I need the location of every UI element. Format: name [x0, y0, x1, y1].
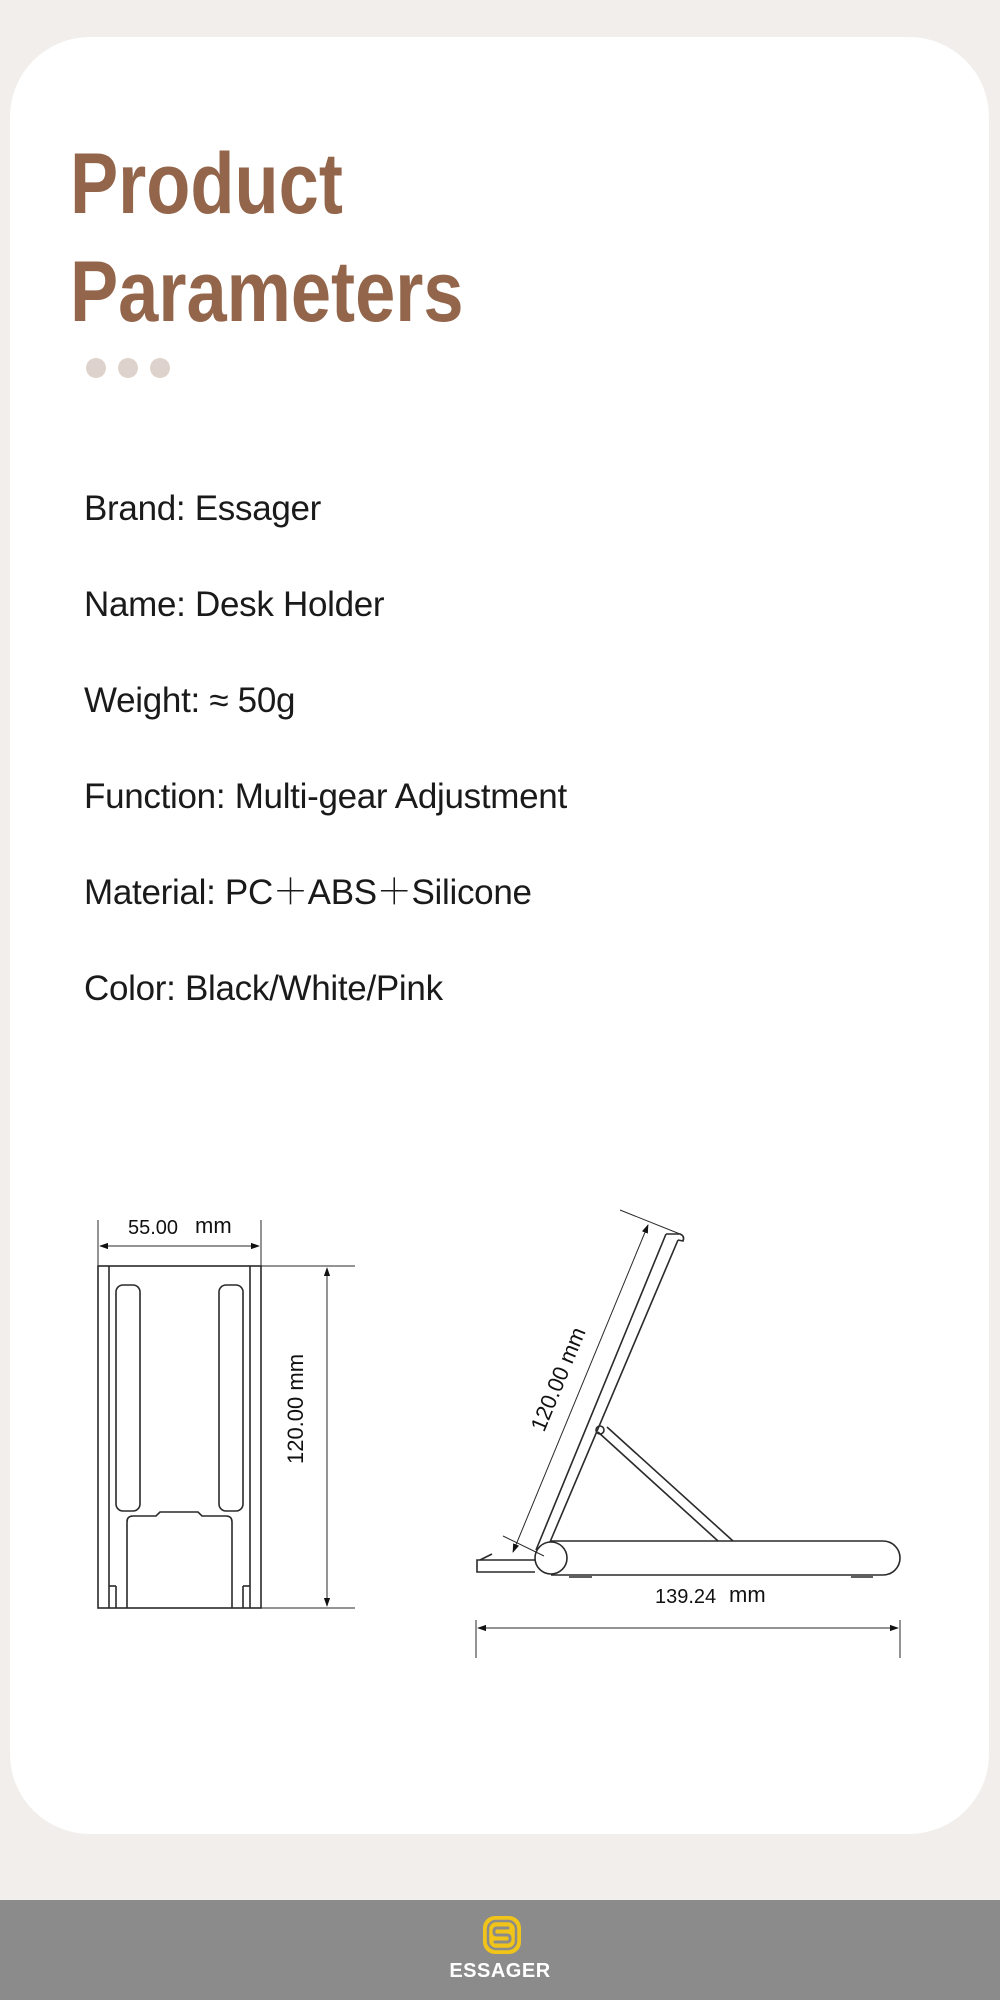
side-length-label: 120.00 mm	[525, 1323, 591, 1435]
front-height-label: 120.00 mm	[283, 1353, 308, 1465]
side-base-dimension	[476, 1620, 900, 1658]
spec-name: Name: Desk Holder	[84, 585, 385, 624]
front-width-value: 55.00	[128, 1217, 179, 1239]
side-length-dimension	[503, 1210, 680, 1556]
title-line-1: Product	[70, 136, 343, 232]
front-width-dimension	[98, 1220, 261, 1266]
side-base-unit: mm	[729, 1582, 766, 1607]
side-base-value: 139.24	[655, 1586, 717, 1608]
spec-material: Material: PC＋ABS＋Silicone	[84, 873, 532, 912]
essager-logo-icon	[481, 1914, 523, 1956]
spec-weight: Weight: ≈ 50g	[84, 681, 296, 720]
front-width-unit: mm	[195, 1213, 232, 1238]
spec-color: Color: Black/White/Pink	[84, 969, 443, 1008]
footer-brand: ESSAGER	[449, 1960, 551, 1982]
spec-function: Function: Multi-gear Adjustment	[84, 777, 567, 816]
title-line-2: Parameters	[70, 244, 464, 340]
spec-brand: Brand: Essager	[84, 489, 322, 528]
front-view-drawing	[98, 1266, 261, 1608]
front-height-dimension	[261, 1266, 355, 1608]
